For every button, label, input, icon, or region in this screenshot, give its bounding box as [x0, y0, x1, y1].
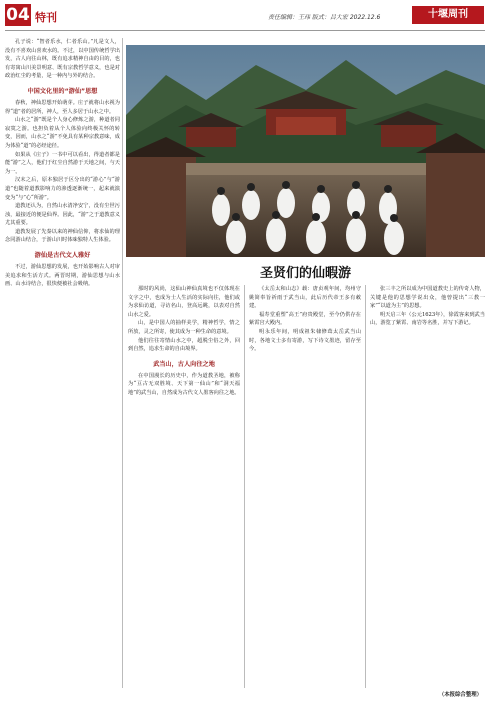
paragraph: 不过，游仙思想的发展，也开始影响古人对审美追求和生活方式。两晋时期，游仙思想与山水画、山水诗结合，很快便被社会吸纳。: [5, 264, 120, 288]
column-divider: [244, 285, 245, 688]
column-4: [370, 285, 485, 685]
paragraph: 《太岳太和山志》载：唐贞观年间，均州守姚简奉旨祈雨于武当山，此后历代帝王多有敕建。: [249, 286, 361, 310]
newspaper-brand: 十堰周刊: [412, 6, 484, 24]
photo-illustration: [126, 45, 485, 257]
subheading: 中国文化里的“游仙”思想: [27, 87, 98, 95]
article-title: 圣贤们的仙暇游: [259, 266, 351, 281]
paragraph: 在中国漫长的历史中，作为道教圣地，被称为“亘古无双胜境、天下第一仙山”和“洞天福地”的武当山，自然成为古代文人墨客向往之地。: [128, 372, 240, 396]
paragraph: 道教还认为，自然山水清净安宁，没有尘世污浊，最接近的便是仙界。因此，“游”之于道教意义尤其重要。: [5, 203, 120, 227]
paragraph: 山水之“游”既是个人身心修炼之游，种道者同寂寞之游。也担负着从个人体验向终极关怀的转变，因而，山水之“游”不免具有某种宗教意味，成为体验“道”的必经途径。: [5, 117, 120, 149]
paragraph: 道教发展了先秦以来的神仙信仰，将求仙的理念同游山结合，于游山川时体味独特人生体验。: [5, 228, 120, 244]
page-header: [0, 0, 490, 30]
paragraph: 明永乐年间，明成祖朱棣修葺太岳武当山时，各地文士多有寄游，写下诗文墨迹，留存至今。: [249, 328, 361, 353]
paragraph: 春秋，神仙思想开始萌芽。庄子就将山水视为得“道”者的居所，神人，至人多居于山水之中。: [5, 99, 120, 115]
paragraph: 福寿堂重塑“高王”府贵殿堂，至今仍供存在紫霄宫大殿内。: [249, 311, 361, 327]
editor-meta: 责任编辑：王玮 版式：吕大宏 2022.12.6: [268, 14, 381, 21]
paragraph: 明天启三年（公元1623年），徐霞客来到武当山，游览了紫霄、南岩等名胜，并写下游记。: [370, 311, 485, 327]
subheading: 武当山，古人向往之地: [153, 360, 215, 368]
column-divider: [365, 285, 366, 688]
paragraph: 他们往往寄情山水之中，超脱尘俗之外，回到自然，追求生命的自由境界。: [128, 337, 240, 353]
column-2: [128, 285, 240, 688]
wudang-photo: [126, 45, 485, 257]
source-note: （本报综合整理）: [438, 692, 482, 698]
paragraph: 山，是中国人的抽样美学，精神哲学，情之所放，灵之所寄，使其成为一种生命的意境。: [128, 320, 240, 335]
header-rule: [5, 30, 485, 31]
page-number: 04: [6, 5, 30, 25]
paragraph: 那时的风尚，这仙山神仙真境也不仅体现在文字之中，也成为士人生活的实际向往，他们或为求仙访道，寻访名山，登高远眺，以表对自然山水之爱。: [128, 286, 240, 318]
paragraph: 孔子说：“智者乐水，仁者乐山。”凡是文人，没有不喜欢山喜欢水的。不过，以中国传统哲学出发，古人向往山林，既有追求精神自由的目的，也有寄寓山川美景明意、既有宗教哲学意义，也是对政治红尘的考量，是一种内与外的结合。: [5, 39, 120, 80]
column-3: [249, 285, 361, 688]
column-divider: [122, 38, 123, 688]
subheading: 游仙是古代文人雅好: [34, 252, 91, 260]
paragraph: 汉末之后，原本独居于区分出的“游心”与“游道”也随着道教影响力的渗透逐渐统一，起来就演变为“与”心“所游”。: [5, 177, 120, 201]
section-label: 特刊: [35, 11, 57, 24]
paragraph: 如果从《庄子》一书中可以看出，得道者都是能“游”之人，他们于红尘自然游于天地之间，与天为一。: [5, 151, 120, 175]
paragraph: 张三丰之所以成为中国道教史上的传奇人物，关键是他的思想学说出众，他曾提出“三教一家”“以道为主”的思想。: [370, 286, 485, 310]
column-1: [5, 38, 120, 688]
